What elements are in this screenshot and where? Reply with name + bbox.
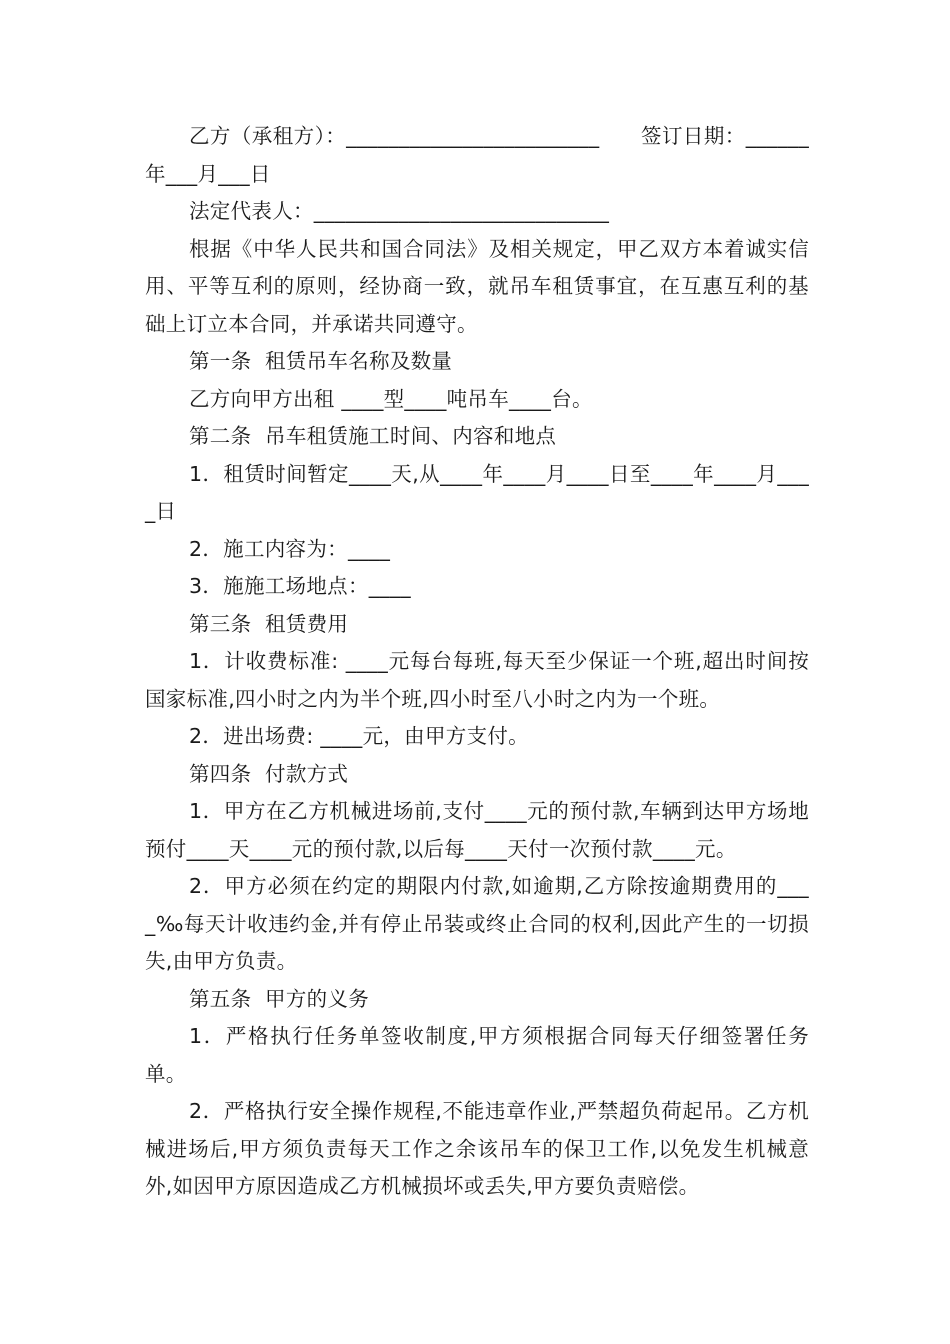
article-4-clause-2: 2．甲方必须在约定的期限内付款,如逾期,乙方除按逾期费用的____‰每天计收违约金,并有停止吊装或终止合同的权利,因此产生的一切损失,由甲方负责。	[145, 874, 809, 973]
article-2-clause-2: 2．施工内容为：____	[189, 536, 391, 561]
article-4-heading: 第四条 付款方式	[189, 761, 349, 786]
article-1-clause: 乙方向甲方出租 ____型____吨吊车____台。	[189, 386, 593, 411]
party-b-line: 乙方（承租方）：________________________ 签订日期：______年___月___日	[145, 124, 809, 186]
article-2-clause-3: 3．施施工场地点：____	[189, 574, 411, 598]
legal-rep-line: 法定代表人：____________________________	[189, 199, 610, 223]
article-2-heading: 第二条 吊车租赁施工时间、内容和地点	[189, 424, 557, 448]
article-3-clause-2: 2．进出场费: ____元，由甲方支付。	[189, 724, 529, 748]
article-5-heading: 第五条 甲方的义务	[189, 986, 370, 1011]
article-5-clause-2: 2．严格执行安全操作规程,不能违章作业,严禁超负荷起吊。乙方机械进场后,甲方须负责每天工作之余该吊车的保卫工作,以免发生机械意外,如因甲方原因造成乙方机械损坏或丢失,甲方要负责赔偿。	[145, 1099, 809, 1198]
article-3-heading: 第三条 租赁费用	[189, 611, 349, 636]
article-2-clause-1: 1．租赁时间暂定____天,从____年____月____日至____年____月____日	[145, 461, 809, 523]
article-1-heading: 第一条 租赁吊车名称及数量	[189, 349, 453, 373]
article-4-clause-1: 1．甲方在乙方机械进场前,支付____元的预付款,车辆到达甲方场地预付____天____元的预付款,以后每____天付一次预付款____元。	[145, 799, 809, 861]
preamble-paragraph: 根据《中华人民共和国合同法》及相关规定，甲乙双方本着诚实信用、平等互利的原则，经协商一致，就吊车租赁事宜，在互惠互利的基础上订立本合同，并承诺共同遵守。	[145, 236, 809, 336]
article-5-clause-1: 1．严格执行任务单签收制度,甲方须根据合同每天仔细签署任务单。	[145, 1024, 809, 1086]
article-3-clause-1: 1．计收费标准: ____元每台每班,每天至少保证一个班,超出时间按国家标准,四小时之内为半个班,四小时至八小时之内为一个班。	[145, 649, 809, 711]
document-body	[145, 118, 809, 1206]
